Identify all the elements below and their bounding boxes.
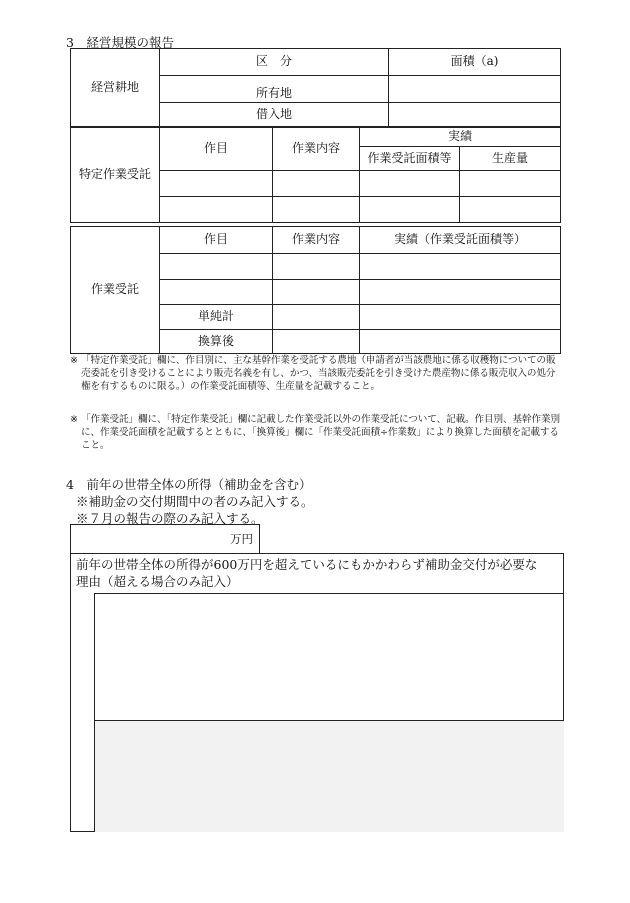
specific-crop-cell[interactable] [160,171,273,197]
farmland-row-label: 経営耕地 [71,49,160,128]
specific-work-row-label: 特定作業受託 [71,127,160,223]
converted-results-cell[interactable] [360,330,561,354]
specific-work-table [70,126,561,223]
specific-area-subheader: 作業受託面積等 [360,147,460,171]
july-report-note: ※７月の報告の際のみ記入する。 [76,511,264,526]
note-mark: ※ [70,414,78,425]
specific-crop-cell[interactable] [160,197,273,223]
reason-label: 前年の世帯全体の所得が600万円を超えているにもかかわらず補助金交付が必要な理由（超える場合のみ記入） [76,557,538,589]
note-work-contract [70,413,560,453]
unit-label: 万円 [230,532,253,546]
contract-work-cell[interactable] [273,254,360,280]
section3-title: 3 経営規模の報告 [66,35,174,50]
rented-land-label: 借入地 [160,103,389,128]
category-header: 区 分 [160,49,389,76]
work-contract-table [70,226,561,354]
owned-land-label: 所有地 [160,76,389,103]
specific-work-cell[interactable] [273,171,360,197]
farmland-table [70,48,561,128]
contract-results-cell[interactable] [360,280,561,305]
specific-area-cell[interactable] [360,197,460,223]
note-specific-work [70,354,560,394]
contract-crop-header: 作目 [160,227,273,254]
converted-label: 換算後 [160,330,273,354]
reason-box [70,553,564,832]
income-box[interactable] [70,524,260,554]
specific-work-cell[interactable] [273,197,360,223]
note-text: 「作業受託」欄に、「特定作業受託」欄に記載した作業受託以外の作業受託について、記載。作目別、基幹作業別に、作業受託面積を記載するとともに、「換算後」欄に「作業受託面積÷作業数」により換算した面積を記載すること。 [81,414,560,452]
section4-title: 4 前年の世帯全体の所得（補助金を含む） [66,477,312,492]
simple-total-label: 単純計 [160,305,273,330]
note-mark: ※ [70,355,78,366]
rented-land-area-cell[interactable] [389,103,561,128]
specific-production-subheader: 生産量 [460,147,561,171]
specific-production-cell[interactable] [460,171,561,197]
reason-lower-area[interactable] [95,720,564,832]
contract-results-cell[interactable] [360,254,561,280]
contract-crop-cell[interactable] [160,254,273,280]
contract-results-header: 実績（作業受託面積等） [360,227,561,254]
specific-area-cell[interactable] [360,171,460,197]
area-header: 面積（a) [389,49,561,76]
contract-work-cell[interactable] [273,280,360,305]
note-text: 「特定作業受託」欄に、作目別に、主な基幹作業を受託する農地（申請者が当該農地に係る収穫物についての販売委託を引き受けることにより販売名義を有し、かつ、当該販売委託を引き受けた農産物に係る販売収入の処分権を有するものに限る。）の作業受託面積等、生産量を記載すること。 [81,355,556,393]
work-contract-row-label: 作業受託 [71,227,160,354]
specific-crop-header: 作目 [160,127,273,171]
owned-land-area-cell[interactable] [389,76,561,103]
reason-input-area[interactable] [94,593,564,832]
contract-crop-cell[interactable] [160,280,273,305]
specific-work-header: 作業内容 [273,127,360,171]
contract-work-header: 作業内容 [273,227,360,254]
converted-work-cell[interactable] [273,330,360,354]
simple-total-results-cell[interactable] [360,305,561,330]
subsidy-period-note: ※補助金の交付期間中の者のみ記入する。 [76,494,314,509]
specific-production-cell[interactable] [460,197,561,223]
specific-results-header: 実績 [360,127,561,147]
simple-total-work-cell[interactable] [273,305,360,330]
